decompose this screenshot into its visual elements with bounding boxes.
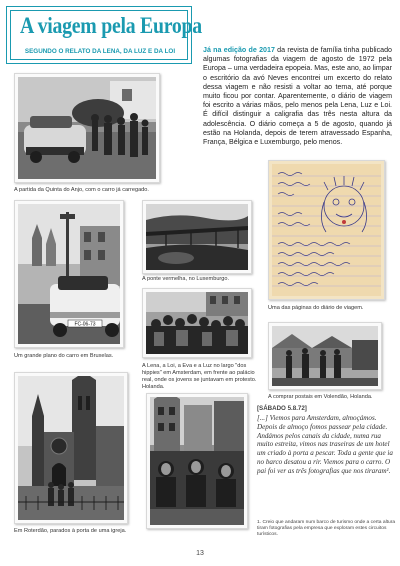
license-plate: FC-06-73 <box>74 321 96 328</box>
caption-bruxelas: Um grande plano do carro em Bruxelas. <box>14 353 114 359</box>
photo-volendam-postcards <box>268 322 382 390</box>
photo-hippie-square <box>142 288 252 358</box>
caption-quinta: A partida da Quinta do Anjo, com o carro já carregado. <box>14 187 149 193</box>
page-number: 13 <box>196 550 204 557</box>
caption-volendam: A comprar postais em Volendão, Holanda. <box>268 394 373 400</box>
title-frame <box>6 6 202 64</box>
photo-volendam-image <box>272 326 378 386</box>
photo-quinta-departure <box>14 73 160 183</box>
photo-bridge-image <box>146 204 248 270</box>
photo-hippie-image <box>146 292 248 354</box>
photo-brussels-car <box>14 200 124 348</box>
photo-church-image <box>18 376 124 520</box>
photo-rotterdam-church <box>14 372 128 524</box>
diary-date-heading: [SÁBADO 5.8.72] <box>257 405 307 412</box>
diary-excerpt: [...] Viemos para Amsterdam, almoçámos. Depois de almoço fomos passear pela cidade. Andámos pelos canais da cidade, numa rua muito estreita, vimos nas traseiras de um hotel um criado à porta a pescar. Toda a gente que ia no barco desatou a rir. Viemos para o carro. O pai foi ver as três fotografias que nos tiraram¹. <box>257 414 393 475</box>
intro-paragraph <box>203 46 392 147</box>
photo-brussels-image <box>18 204 120 344</box>
page-title: A viagem pela Europa <box>20 13 202 38</box>
intro-lead: Já na edição de 2017 <box>203 46 275 54</box>
caption-hippies: A Lena, a Loi, a Eva e a Luz no largo "dos hippies" em Amsterdam, em frente ao palácio real, onde os jovens se juntavam em protesto. Holanda. <box>142 363 257 390</box>
page-subtitle: SEGUNDO O RELATO DA LENA, DA LUZ E DA LOI <box>24 48 176 55</box>
photo-quinta-image <box>18 77 156 179</box>
photo-red-bridge <box>142 200 252 274</box>
intro-body: da revista de família tinha publicado algumas fotografias da viagem de agosto de 1972 pela Europa – uma verdadeira epopeia. Mas, este ano, ao limpar o escritório da avó Neves encontrei um excerto do relato dessa viagem e não resisti a voltar ao tema, até porque muito ficou por contar. Aparentemente, o diário de viagem foi escrito a várias mãos, pelo menos pela Lena, Luz e Loi. É difícil distinguir a caligrafia das três nesta altura da adolescência. O diário começa a 5 de agosto, quando já estão na Holanda, depois de terem atravessado Espanha, França, Bélgica e Luxemburgo, pelo menos. <box>203 46 392 147</box>
diary-footnote: 1. Creio que andaram num barco de turismo onde a certa altura tiram fotografias pela empresa que exploram estes circuitos turísticos. <box>257 520 396 537</box>
photo-diary-page <box>268 160 385 300</box>
photo-amsterdam-canal <box>146 393 248 529</box>
caption-diario: Uma das páginas do diário de viagem. <box>268 305 364 311</box>
photo-diary-image <box>272 164 381 296</box>
caption-ponte: A ponte vermelha, no Luxemburgo. <box>142 276 230 282</box>
caption-rotterdam: Em Roterdão, parados à porta de uma igreja. <box>14 528 127 534</box>
photo-canal-image <box>150 397 244 525</box>
